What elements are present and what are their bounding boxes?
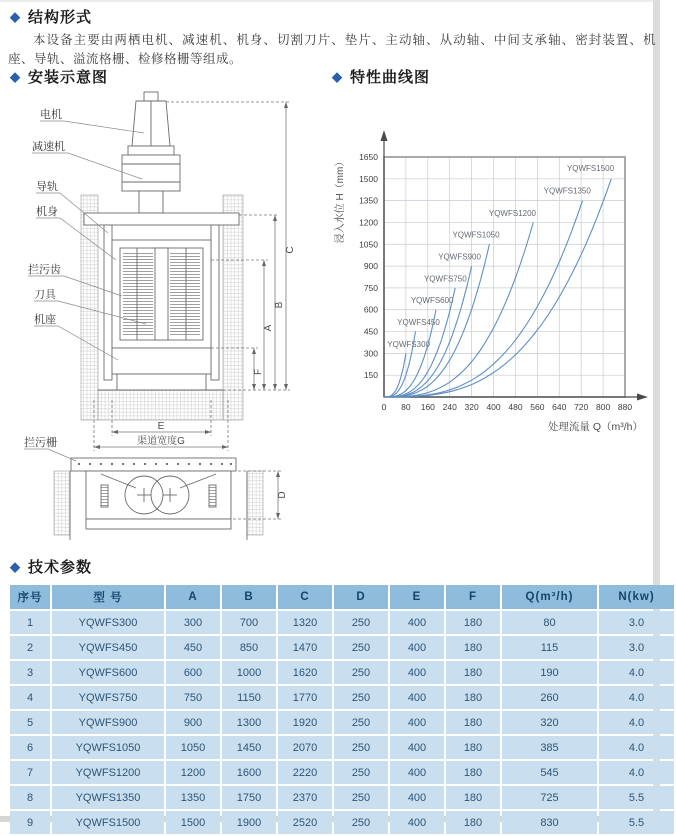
section-title: 特性曲线图	[350, 69, 431, 86]
machine-body	[112, 240, 211, 348]
table-row	[10, 611, 674, 634]
y-axis-arrow	[381, 130, 388, 141]
spec-cell: 1470	[278, 636, 332, 659]
y-tick-label: 450	[363, 326, 378, 337]
spec-header-cell: C	[278, 585, 332, 609]
spec-cell: 250	[334, 636, 388, 659]
dim-label-b: B	[274, 301, 285, 309]
curve-label: YQWFS1500	[566, 163, 615, 173]
spec-cell: 1750	[222, 786, 276, 809]
spec-cell: 180	[446, 711, 500, 734]
section-title: 结构形式	[28, 9, 93, 26]
table-row	[10, 661, 674, 684]
section-title: 安装示意图	[28, 69, 109, 86]
spec-cell: 5.5	[599, 811, 674, 834]
y-tick-label: 900	[363, 261, 378, 272]
spec-cell: 4.0	[599, 736, 674, 759]
section-heading-installation	[10, 66, 108, 87]
spec-cell: 4	[10, 686, 50, 709]
curve-label: YQWFS1350	[543, 186, 591, 196]
section-heading-curves	[332, 66, 430, 87]
spec-cell: 2220	[278, 761, 332, 784]
spec-cell: 9	[10, 811, 50, 834]
spec-cell: 180	[446, 611, 500, 634]
curve-label: YQWFS600	[410, 296, 454, 306]
part-label-reducer: 减速机	[32, 141, 65, 153]
spec-cell: 2	[10, 636, 50, 659]
top-beam	[84, 213, 239, 225]
y-tick-label: 1050	[359, 239, 378, 250]
table-row	[10, 761, 674, 784]
curve-label: YQWFS750	[423, 274, 467, 284]
spec-cell: YQWFS1200	[52, 761, 164, 784]
spec-cell: 1600	[222, 761, 276, 784]
spec-cell: YQWFS1350	[52, 786, 164, 809]
part-label-trash-teeth: 拦污齿	[28, 264, 61, 276]
spec-cell: 5	[10, 711, 50, 734]
section-heading-structure	[10, 6, 92, 27]
spec-header-cell: F	[446, 585, 500, 609]
diamond-icon: ◆	[332, 69, 343, 84]
x-tick-label: 800	[595, 402, 611, 412]
x-tick-label: 240	[442, 402, 457, 412]
spec-cell: 5.5	[599, 786, 674, 809]
spec-cell: 250	[334, 761, 388, 784]
spec-cell: 2520	[278, 811, 332, 834]
spec-header-cell: 型 号	[52, 585, 164, 609]
spec-cell: 3.0	[599, 611, 674, 634]
spec-header-cell: A	[166, 585, 220, 609]
spec-cell: 830	[502, 811, 597, 834]
y-tick-label: 1350	[359, 195, 378, 206]
spec-cell: YQWFS750	[52, 686, 164, 709]
table-header-row	[10, 585, 674, 609]
machine-base	[98, 348, 223, 390]
table-row	[10, 711, 674, 734]
spec-cell: 400	[390, 711, 444, 734]
spec-cell: YQWFS600	[52, 661, 164, 684]
spec-cell: 7	[10, 761, 50, 784]
table-row	[10, 636, 674, 659]
part-label-guide-rail: 导轨	[36, 181, 58, 193]
spec-cell: 3.0	[599, 636, 674, 659]
spec-cell: 180	[446, 736, 500, 759]
spec-cell: 4.0	[599, 711, 674, 734]
spec-cell: 250	[334, 811, 388, 834]
spec-cell: 320	[502, 711, 597, 734]
spec-cell: 400	[390, 636, 444, 659]
spec-cell: 115	[502, 636, 597, 659]
spec-cell: 400	[390, 611, 444, 634]
x-tick-label: 80	[401, 402, 411, 412]
curve-label: YQWFS1050	[452, 230, 500, 240]
dim-label-e: E	[157, 421, 165, 432]
spec-cell: 1770	[278, 686, 332, 709]
x-axis-title: 处理流量 Q（m³/h）	[547, 421, 643, 433]
dim-label-f: F	[253, 368, 264, 376]
y-tick-label: 300	[363, 348, 378, 359]
spec-cell: 400	[390, 761, 444, 784]
spec-cell: 2070	[278, 736, 332, 759]
spec-cell: 700	[222, 611, 276, 634]
spec-cell: 3	[10, 661, 50, 684]
y-tick-label: 1200	[359, 217, 378, 228]
spec-header-cell: D	[334, 585, 388, 609]
spec-cell: 80	[502, 611, 597, 634]
curve-label: YQWFS300	[387, 339, 430, 349]
machine-elevation	[84, 92, 239, 390]
y-tick-label: 1500	[359, 173, 378, 184]
spec-cell: 450	[166, 636, 220, 659]
spec-cell: YQWFS300	[52, 611, 164, 634]
spec-cell: 600	[166, 661, 220, 684]
spec-cell: 180	[446, 811, 500, 834]
y-tick-label: 600	[363, 304, 378, 315]
table-row	[10, 811, 674, 834]
spec-cell: 4.0	[599, 661, 674, 684]
spec-cell: 1320	[278, 611, 332, 634]
spec-header-cell: 序号	[10, 585, 50, 609]
spec-cell: 1200	[166, 761, 220, 784]
spec-cell: 8	[10, 786, 50, 809]
table-row	[10, 786, 674, 809]
table-row	[10, 686, 674, 709]
x-tick-label: 320	[464, 402, 479, 412]
spec-cell: 250	[334, 736, 388, 759]
spec-cell: 400	[390, 661, 444, 684]
spec-cell: 725	[502, 786, 597, 809]
curve-label: YQWFS450	[397, 318, 440, 327]
spec-cell: 1150	[222, 686, 276, 709]
spec-cell: 750	[166, 686, 220, 709]
motor	[128, 92, 174, 155]
diamond-icon: ◆	[10, 69, 21, 84]
spec-cell: 4.0	[599, 686, 674, 709]
spec-cell: 400	[390, 686, 444, 709]
specs-table	[8, 583, 676, 836]
spec-cell: 850	[222, 636, 276, 659]
part-label-trash-screen: 拦污栅	[24, 437, 57, 449]
spec-cell: 180	[446, 686, 500, 709]
x-tick-label: 720	[574, 402, 589, 412]
spec-cell: YQWFS1050	[52, 736, 164, 759]
spec-cell: 400	[390, 786, 444, 809]
plan-view	[54, 458, 288, 540]
spec-header-cell: Q(m³/h)	[502, 585, 597, 609]
structure-description: 本设备主要由两栖电机、减速机、机身、切割刀片、垫片、主动轴、从动轴、中间支承轴、密封装置、机座、导轨、溢流格栅、检修格栅等组成。	[8, 33, 656, 67]
x-tick-label: 560	[530, 402, 545, 412]
spec-header-cell: B	[222, 585, 276, 609]
curve-label: YQWFS900	[438, 252, 481, 262]
x-tick-label: 480	[508, 402, 523, 412]
spec-cell: 4.0	[599, 761, 674, 784]
x-tick-label: 0	[381, 402, 387, 412]
spec-cell: 1900	[222, 811, 276, 834]
spec-cell: 250	[334, 611, 388, 634]
diamond-icon: ◆	[10, 559, 21, 574]
x-tick-label: 640	[552, 402, 567, 412]
spec-cell: 1300	[222, 711, 276, 734]
x-axis-arrow	[637, 394, 648, 401]
x-tick-label: 400	[486, 402, 501, 412]
y-tick-label: 750	[363, 282, 378, 293]
y-axis-title: 浸入水位 H（mm）	[335, 156, 346, 244]
spec-cell: 1620	[278, 661, 332, 684]
part-label-base: 机座	[34, 314, 56, 326]
spec-cell: 1050	[166, 736, 220, 759]
spec-cell: 1450	[222, 736, 276, 759]
spec-cell: 1920	[278, 711, 332, 734]
spec-cell: 300	[166, 611, 220, 634]
spec-cell: 400	[390, 736, 444, 759]
spec-cell: 260	[502, 686, 597, 709]
section-heading-specs	[10, 556, 92, 577]
reducer	[122, 155, 180, 213]
y-tick-label: 150	[363, 370, 378, 381]
dim-label-c: C	[285, 246, 296, 254]
spec-header-cell: N(kw)	[599, 585, 674, 609]
spec-cell: 190	[502, 661, 597, 684]
spec-cell: 250	[334, 786, 388, 809]
part-label-motor: 电机	[40, 109, 62, 121]
spec-cell: 250	[334, 711, 388, 734]
x-tick-label: 880	[617, 402, 633, 412]
part-label-body: 机身	[36, 206, 58, 218]
dim-label-g: 渠道宽度G	[137, 436, 185, 447]
spec-cell: 1000	[222, 661, 276, 684]
spec-cell: 545	[502, 761, 597, 784]
characteristic-curves-chart	[330, 100, 655, 452]
spec-cell: 1350	[166, 786, 220, 809]
spec-cell: YQWFS1500	[52, 811, 164, 834]
spec-cell: YQWFS900	[52, 711, 164, 734]
diamond-icon: ◆	[10, 9, 21, 24]
x-tick-label: 160	[420, 402, 435, 412]
y-tick-label: 1650	[359, 152, 378, 162]
table-row	[10, 736, 674, 759]
spec-cell: 1	[10, 611, 50, 634]
spec-cell: 180	[446, 661, 500, 684]
spec-cell: YQWFS450	[52, 636, 164, 659]
spec-cell: 250	[334, 686, 388, 709]
spec-cell: 2370	[278, 786, 332, 809]
dim-label-a: A	[263, 324, 274, 332]
spec-cell: 900	[166, 711, 220, 734]
spec-header-cell: E	[390, 585, 444, 609]
spec-cell: 180	[446, 786, 500, 809]
section-title: 技术参数	[28, 559, 93, 576]
spec-cell: 6	[10, 736, 50, 759]
spec-cell: 400	[390, 811, 444, 834]
spec-cell: 180	[446, 636, 500, 659]
spec-cell: 180	[446, 761, 500, 784]
dim-label-d: D	[277, 491, 288, 499]
curve-label: YQWFS1200	[488, 208, 537, 218]
part-label-cutter: 刀具	[34, 289, 56, 301]
spec-cell: 1500	[166, 811, 220, 834]
spec-cell: 250	[334, 661, 388, 684]
installation-diagram	[6, 90, 328, 552]
spec-cell: 385	[502, 736, 597, 759]
